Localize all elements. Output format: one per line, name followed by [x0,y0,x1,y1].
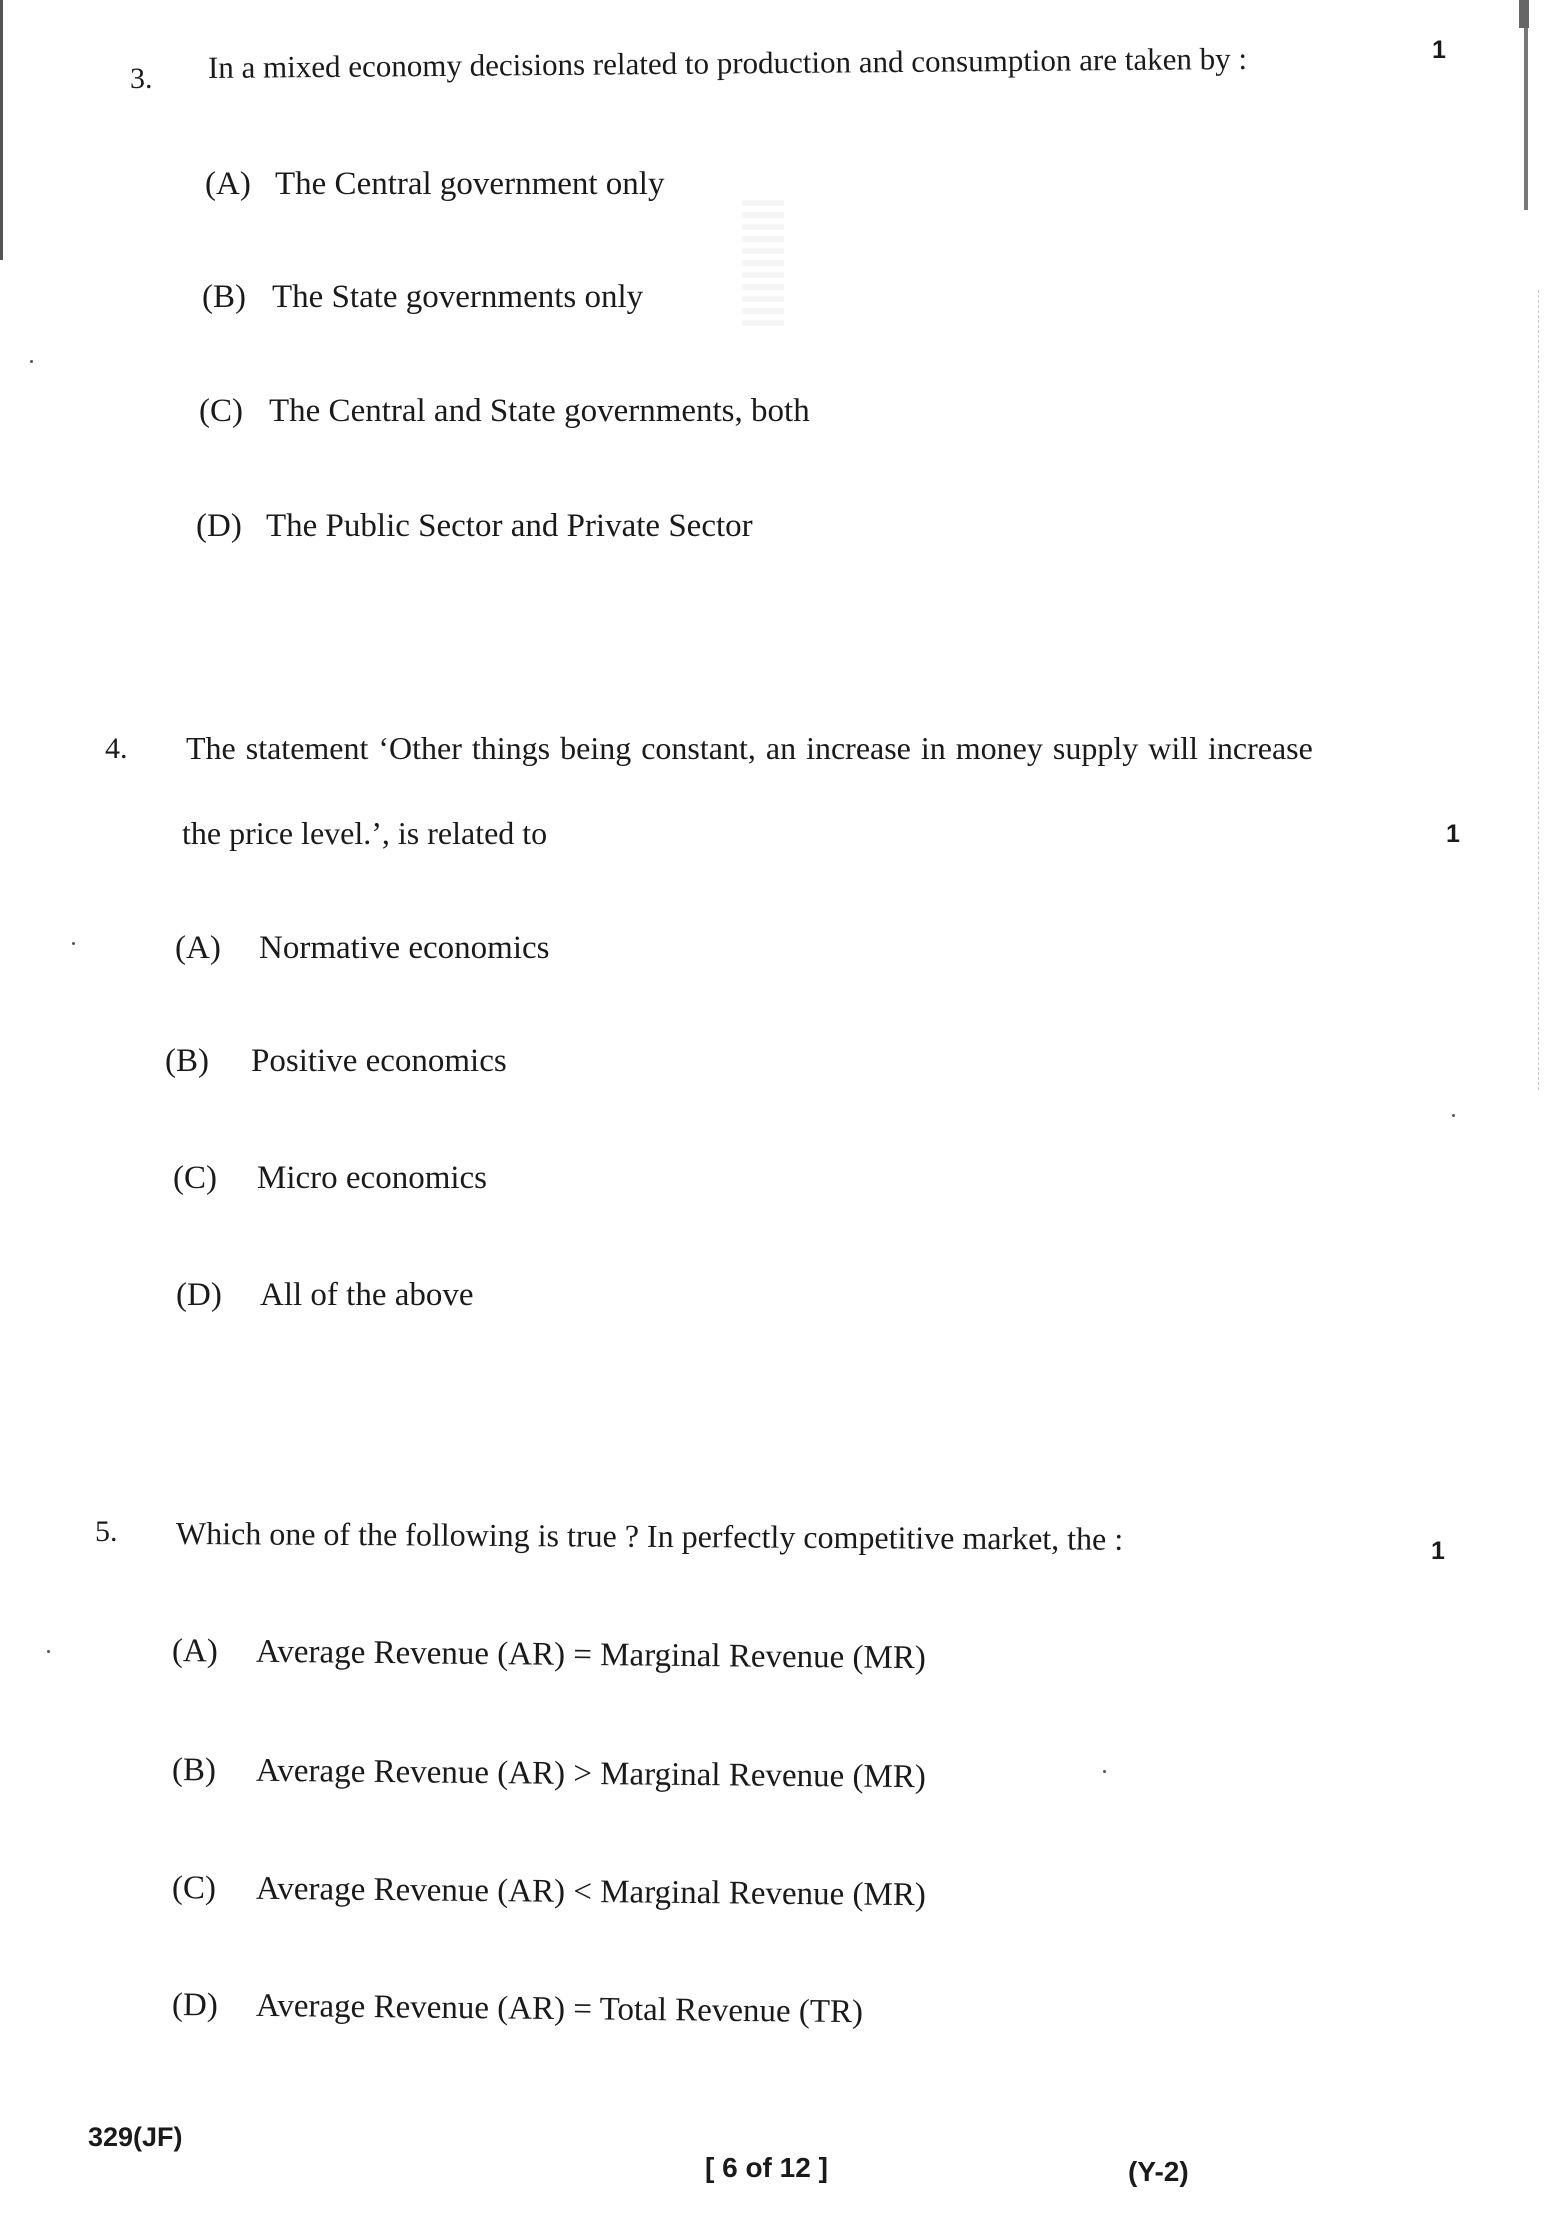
question-number: 3. [130,62,153,95]
option-d[interactable] [172,1987,863,2031]
marks: 1 [1446,820,1460,848]
scan-edge-right [1524,0,1528,210]
scan-speck [72,942,75,945]
paper-code: 329(JF) [88,2122,183,2152]
set-code: (Y-2) [1128,2156,1189,2187]
option-c[interactable] [173,1160,487,1197]
question-text: Which one of the following is true ? In perfectly competitive market, the : [175,1515,1124,1557]
scan-edge-left [0,0,3,260]
option-label: (A) [205,166,251,202]
option-text: Normative economics [259,930,550,966]
question-text-line-2: the price level.’, is related to [182,815,548,851]
question-text: In a mixed economy decisions related to production and consumption are taken by : [207,40,1248,85]
option-label: (B) [202,279,246,315]
option-d[interactable] [196,508,753,545]
option-text: The State governments only [272,279,644,315]
option-label: (D) [196,508,242,544]
option-text: Positive economics [251,1043,507,1079]
option-b[interactable] [172,1752,926,1796]
option-text: The Central government only [275,166,665,202]
option-text: Average Revenue (AR) > Marginal Revenue (MR) [255,1752,927,1796]
option-b[interactable] [202,279,643,316]
scan-smudge [742,200,784,330]
option-label: (B) [165,1043,209,1079]
option-a[interactable] [175,930,550,967]
option-text: Average Revenue (AR) = Marginal Revenue (MR) [255,1633,927,1677]
marks: 1 [1431,1537,1445,1565]
question-number: 4. [105,732,128,765]
scan-dashed-border [1538,290,1540,1090]
option-c[interactable] [199,393,810,430]
option-text: Average Revenue (AR) = Total Revenue (TR) [255,1987,864,2031]
option-label: (C) [171,1870,217,1907]
option-text: All of the above [260,1277,474,1313]
scan-speck [1452,1114,1455,1117]
option-label: (C) [173,1160,217,1196]
question-number: 5. [95,1515,118,1548]
option-c[interactable] [172,1870,926,1914]
marks: 1 [1432,36,1446,64]
option-text: The Public Sector and Private Sector [266,508,753,544]
option-label: (A) [175,930,221,966]
scan-speck [47,1650,50,1653]
option-label: (A) [171,1633,218,1670]
scan-speck [30,360,33,363]
option-text: Micro economics [257,1160,488,1196]
option-label: (B) [171,1752,217,1789]
option-text: The Central and State governments, both [269,393,810,429]
option-b[interactable] [165,1043,507,1080]
option-label: (D) [176,1277,222,1313]
option-d[interactable] [176,1277,474,1314]
option-a[interactable] [172,1633,926,1677]
scan-edge-mark [1519,0,1529,28]
option-text: Average Revenue (AR) < Marginal Revenue (MR) [255,1870,927,1914]
question-text-line-1: The statement ‘Other things being constant, an increase in money supply will increase [186,730,1313,766]
page-number: [ 6 of 12 ] [705,2152,828,2183]
option-label: (D) [171,1987,219,2024]
option-label: (C) [199,393,243,429]
option-a[interactable] [205,166,664,203]
scan-speck [1103,1770,1106,1773]
